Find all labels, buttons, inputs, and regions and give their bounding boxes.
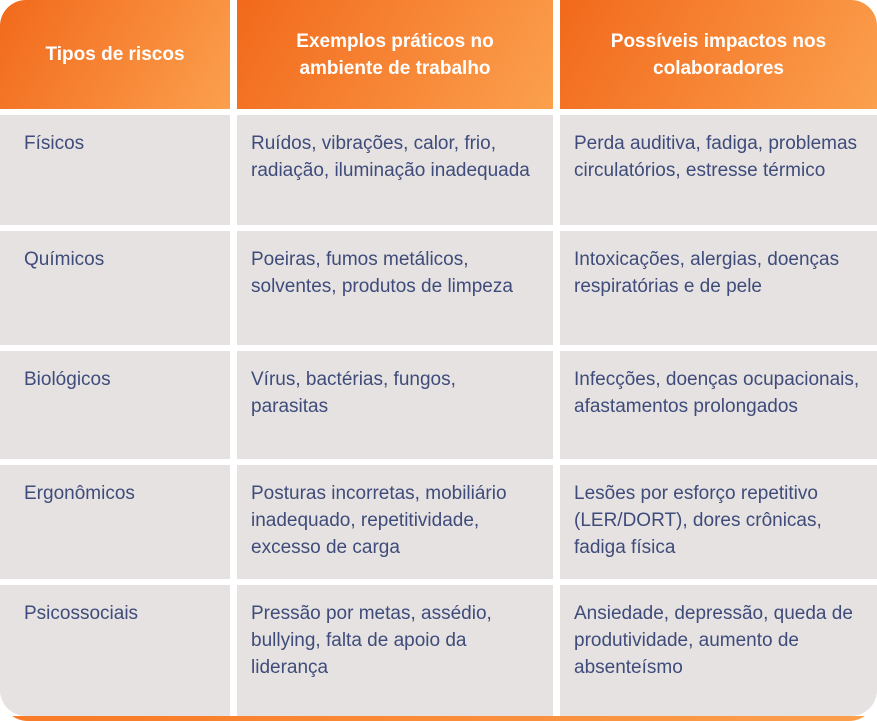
risk-type-cell: Físicos bbox=[0, 115, 230, 225]
column-header-possiveis-impactos: Possíveis impactos nos colaboradores bbox=[560, 0, 877, 109]
column-header-exemplos-praticos: Exemplos práticos no ambiente de trabalho bbox=[237, 0, 553, 109]
risk-type-cell: Biológicos bbox=[0, 351, 230, 459]
impacts-cell: Perda auditiva, fadiga, problemas circulatórios, estresse térmico bbox=[560, 115, 877, 225]
impacts-cell: Lesões por esforço repetitivo (LER/DORT), dores crônicas, fadiga física bbox=[560, 465, 877, 579]
impacts-cell: Infecções, doenças ocupacionais, afastamentos prolongados bbox=[560, 351, 877, 459]
examples-cell: Poeiras, fumos metálicos, solventes, produtos de limpeza bbox=[237, 231, 553, 345]
impacts-cell: Ansiedade, depressão, queda de produtividade, aumento de absenteísmo bbox=[560, 585, 877, 716]
examples-cell: Ruídos, vibrações, calor, frio, radiação, iluminação inadequada bbox=[237, 115, 553, 225]
risk-type-cell: Ergonômicos bbox=[0, 465, 230, 579]
examples-cell: Pressão por metas, assédio, bullying, falta de apoio da liderança bbox=[237, 585, 553, 716]
column-header-tipos-de-riscos: Tipos de riscos bbox=[0, 0, 230, 109]
examples-cell: Vírus, bactérias, fungos, parasitas bbox=[237, 351, 553, 459]
risk-type-cell: Químicos bbox=[0, 231, 230, 345]
examples-cell: Posturas incorretas, mobiliário inadequado, repetitividade, excesso de carga bbox=[237, 465, 553, 579]
risk-type-cell: Psicossociais bbox=[0, 585, 230, 716]
impacts-cell: Intoxicações, alergias, doenças respiratórias e de pele bbox=[560, 231, 877, 345]
